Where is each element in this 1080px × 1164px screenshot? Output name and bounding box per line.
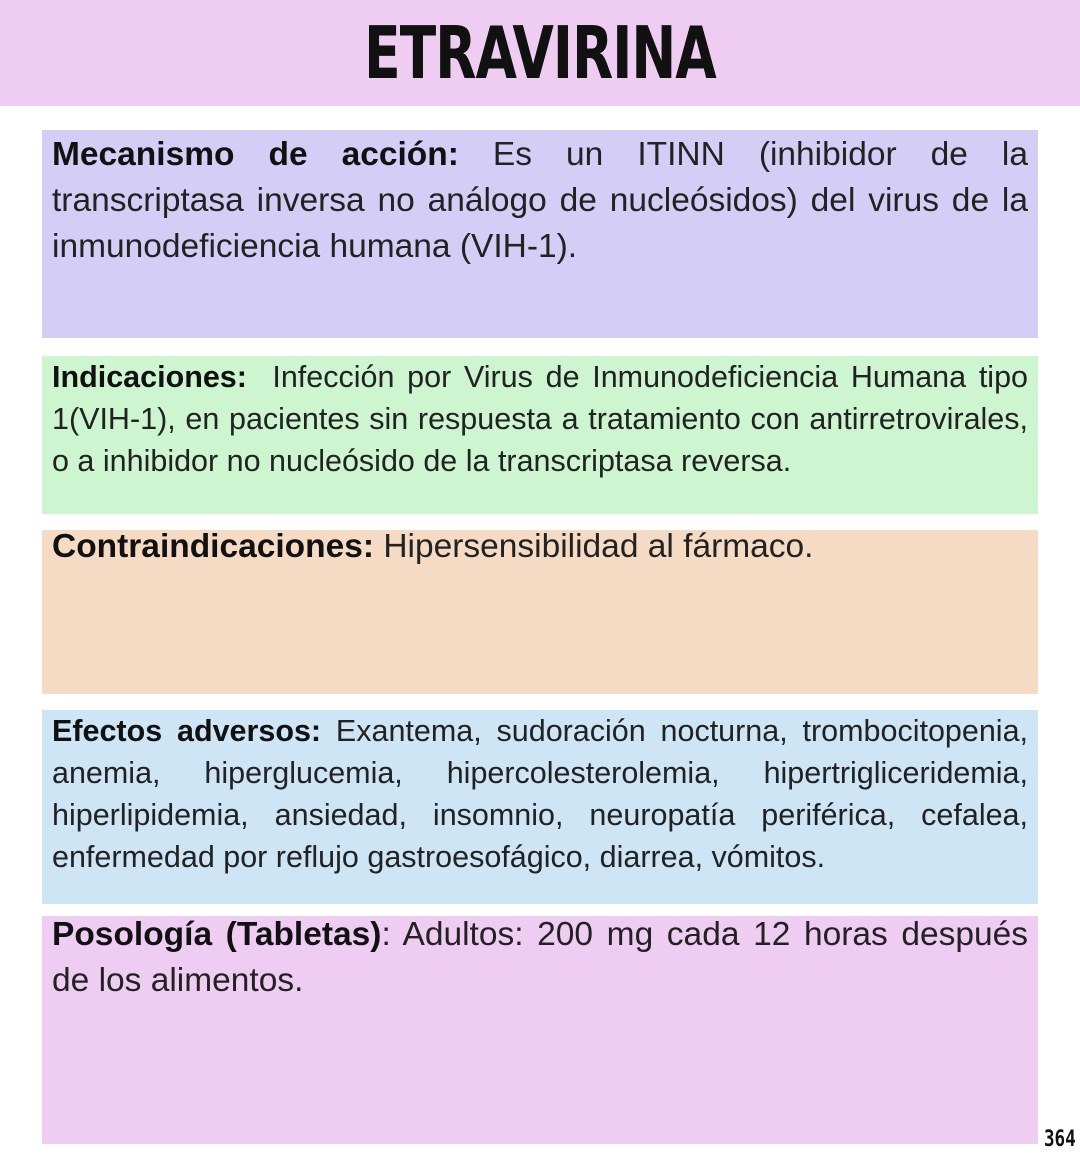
efectos-label: Efectos adversos: <box>52 714 322 748</box>
posologia-text: : Adultos: 200 mg cada 12 horas después de los alimentos. <box>52 916 1029 999</box>
indicaciones-text: Infección por Virus de Inmunodeficiencia Humana tipo 1(VIH-1), en pacientes sin respuesta a tratamiento con antirretrovirales, o a inhibidor no nucleósido de la transcriptasa reversa. <box>52 360 1037 478</box>
section-posologia <box>42 916 1038 1144</box>
section-indicaciones <box>42 356 1038 514</box>
page-number: 364 <box>1044 1127 1076 1152</box>
mecanismo-text: Es un ITINN (inhibidor de la transcriptasa inversa no análogo de nucleósidos) del virus de la inmunodeficiencia humana (VIH-1). <box>52 136 1028 265</box>
section-contraindicaciones <box>42 530 1038 694</box>
page-title: ETRAVIRINA <box>364 11 716 95</box>
contraindicaciones-paragraph <box>52 530 1028 564</box>
posologia-paragraph <box>52 912 1028 1004</box>
contraindicaciones-text: Hipersensibilidad al fármaco. <box>374 528 814 565</box>
efectos-paragraph <box>52 710 1028 878</box>
mecanismo-paragraph <box>52 132 1028 270</box>
contraindicaciones-label: Contraindicaciones: <box>52 528 375 565</box>
efectos-text: Exantema, sudoración nocturna, trombocitopenia, anemia, hiperglucemia, hipercolesterolemia, hipertrigliceridemia, hiperlipidemia, ansiedad, insomnio, neuropatía periférica, cefalea, enfermedad por reflujo gastroesofágico, diarrea, vómitos. <box>52 714 1029 874</box>
mecanismo-label: Mecanismo de acción: <box>52 136 459 173</box>
section-mecanismo-de-accion <box>42 130 1038 338</box>
section-efectos-adversos <box>42 710 1038 904</box>
indicaciones-label: Indicaciones: <box>52 360 247 394</box>
indicaciones-paragraph <box>52 356 1037 482</box>
posologia-label: Posología (Tabletas) <box>52 916 382 953</box>
title-banner <box>0 0 1080 106</box>
